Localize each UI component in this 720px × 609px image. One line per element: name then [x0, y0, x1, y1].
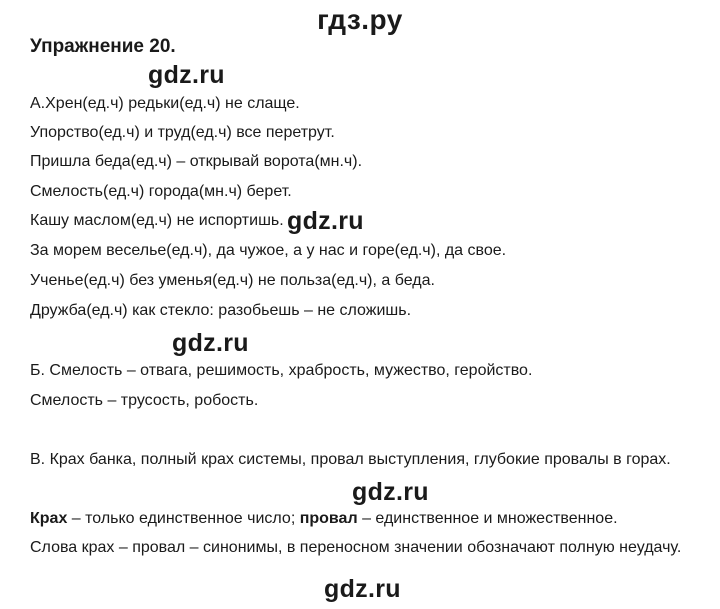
text-line-a2: Упорство(ед.ч) и труд(ед.ч) все перетрут.: [30, 124, 335, 141]
word-proval: провал: [299, 510, 358, 527]
text-line-a5: Кашу маслом(ед.ч) не испортишь.: [30, 212, 284, 229]
watermark: gdz.ru: [287, 207, 364, 235]
word-krakh: Крах: [30, 510, 68, 527]
text-line-c2: [30, 510, 618, 528]
watermark: gdz.ru: [352, 478, 429, 506]
text-line-a3: Пришла беда(ед.ч) – открывай ворота(мн.ч).: [30, 153, 363, 170]
text-fragment: – единственное и множественное.: [357, 510, 618, 527]
text-line-b2: Смелость – трусость, робость.: [30, 392, 259, 409]
text-line-b1: Б. Смелость – отвага, решимость, храбрость, мужество, геройство.: [30, 362, 533, 379]
text-line-a6: За морем веселье(ед.ч), да чужое, а у нас и горе(ед.ч), да свое.: [30, 242, 507, 259]
site-title: гдз.ру: [317, 4, 403, 35]
watermark: gdz.ru: [324, 575, 401, 603]
watermark: gdz.ru: [172, 329, 249, 357]
watermark: gdz.ru: [148, 61, 225, 89]
text-line-c3: Слова крах – провал – синонимы, в переносном значении обозначают полную неудачу.: [30, 539, 682, 556]
text-line-a1: А.Хрен(ед.ч) редьки(ед.ч) не слаще.: [30, 95, 300, 112]
text-line-a8: Дружба(ед.ч) как стекло: разобьешь – не сложишь.: [30, 302, 412, 319]
text-line-c1: В. Крах банка, полный крах системы, провал выступления, глубокие провалы в горах.: [30, 451, 671, 468]
exercise-heading: Упражнение 20.: [30, 36, 176, 57]
text-line-a7: Ученье(ед.ч) без уменья(ед.ч) не польза(ед.ч), а беда.: [30, 272, 435, 289]
text-fragment: – только единственное число;: [67, 510, 300, 527]
text-line-a4: Смелость(ед.ч) города(мн.ч) берет.: [30, 183, 292, 200]
